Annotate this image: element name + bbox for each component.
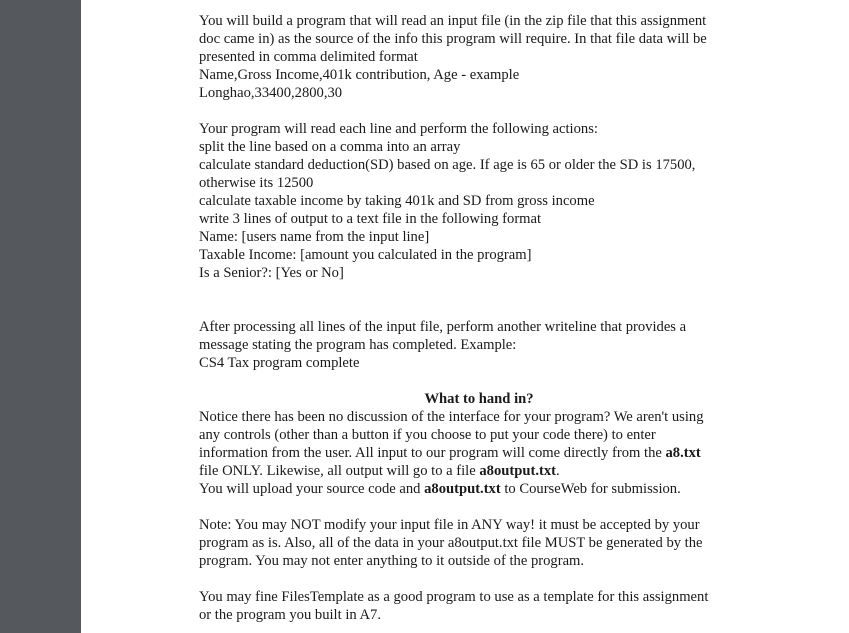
para2-line-6: write 3 lines of output to a text file in the following format [199, 211, 542, 227]
handin-heading: What to hand in? [424, 391, 534, 407]
para1-line-3: presented in comma delimited format [199, 49, 418, 65]
note-line-3: program. You may not enter anything to it outside of the program. [199, 553, 585, 569]
spacer [199, 498, 759, 516]
handin-line-5-end: to CourseWeb for submission. [500, 481, 681, 497]
para1-line-1: You will build a program that will read an input file (in the zip file that this assignment [199, 13, 707, 29]
para1-example-line: Longhao,33400,2800,30 [199, 85, 343, 101]
closing-line-2: or the program you built in A7. [199, 607, 381, 623]
handin-line-2: any controls (other than a button if you choose to put your code there) to enter [199, 427, 656, 443]
handin-line-4-end: . [556, 463, 560, 479]
para2-line-7: Name: [users name from the input line] [199, 229, 430, 245]
input-filename: a8.txt [665, 445, 701, 461]
handin-line-1: Notice there has been no discussion of the interface for your program? We aren't using [199, 409, 704, 425]
para2-line-5: calculate taxable income by taking 401k and SD from gross income [199, 193, 595, 209]
para2-line-8: Taxable Income: [amount you calculated in the program] [199, 247, 532, 263]
closing-line-1: You may fine FilesTemplate as a good program to use as a template for this assignment [199, 589, 709, 605]
handin-line-5-text: You will upload your source code and [199, 481, 425, 497]
para2-line-4: otherwise its 12500 [199, 175, 314, 191]
spacer [199, 282, 759, 318]
para3-line-2: message stating the program has completed. Example: [199, 337, 517, 353]
output-filename-2: a8output.txt [424, 481, 501, 497]
spacer [199, 102, 759, 120]
para1-line-2: doc came in) as the source of the info this program will require. In that file data will be [199, 31, 707, 47]
para2-line-3: calculate standard deduction(SD) based on age. If age is 65 or older the SD is 17500, [199, 157, 696, 173]
handin-line-4-text: file ONLY. Likewise, all output will go to a file [199, 463, 480, 479]
viewer-side-panel [0, 0, 81, 633]
para2-line-1: Your program will read each line and perform the following actions: [199, 121, 598, 137]
para1-format-line: Name,Gross Income,401k contribution, Age - example [199, 67, 520, 83]
para3-line-1: After processing all lines of the input file, perform another writeline that provides a [199, 319, 687, 335]
handin-line-4 [199, 462, 759, 480]
spacer [199, 372, 759, 390]
spacer [199, 570, 759, 588]
handin-line-3 [199, 444, 759, 462]
handin-line-3-text: information from the user. All input to our program will come directly from the [199, 445, 666, 461]
output-filename: a8output.txt [479, 463, 556, 479]
note-line-2: program as is. Also, all of the data in your a8output.txt file MUST be generated by the [199, 535, 703, 551]
note-line-1: Note: You may NOT modify your input file in ANY way! it must be accepted by your [199, 517, 700, 533]
document-content [199, 12, 759, 624]
handin-line-5 [199, 480, 759, 498]
para2-line-9: Is a Senior?: [Yes or No] [199, 265, 344, 281]
document-page[interactable] [81, 0, 849, 633]
para2-line-2: split the line based on a comma into an array [199, 139, 461, 155]
para3-line-3: CS4 Tax program complete [199, 355, 360, 371]
